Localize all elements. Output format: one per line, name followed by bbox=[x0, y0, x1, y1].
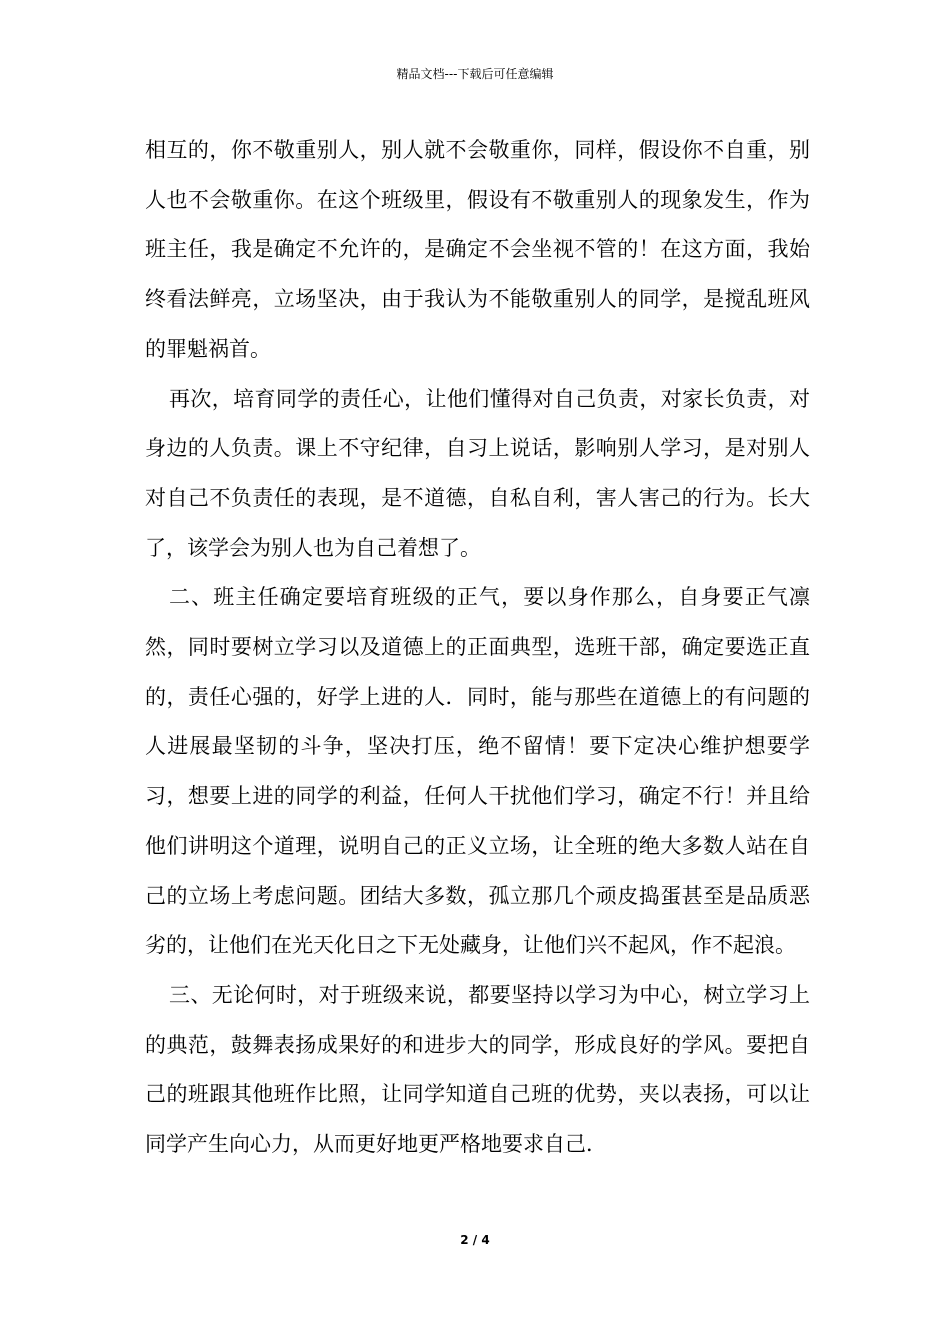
page-number: 2 / 4 bbox=[460, 1233, 490, 1247]
paragraph-4: 三、无论何时，对于班级来说，都要坚持以学习为中心，树立学习上的典范，鼓舞表扬成果好的和进步大的同学，形成良好的学风。要把自己的班跟其他班作比照，让同学知道自己班的优势，夹以表扬，可以让同学产生向心力，从而更好地更严格地要求自己． bbox=[145, 982, 810, 1157]
paragraph-2: 再次，培育同学的责任心，让他们懂得对自己负责，对家长负责，对身边的人负责。课上不守纪律，自习上说话，影响别人学习，是对别人对自己不负责任的表现，是不道德，自私自利，害人害己的行为。长大了，该学会为别人也为自己着想了。 bbox=[145, 386, 810, 560]
page-header: 精品文档---下载后可任意编辑 bbox=[396, 67, 554, 81]
paragraph-1: 相互的，你不敬重别人，别人就不会敬重你，同样，假设你不自重，别人也不会敬重你。在这个班级里，假设有不敬重别人的现象发生，作为班主任，我是确定不允许的，是确定不会坐视不管的！在这方面，我始终看法鲜亮，立场坚决，由于我认为不能敬重别人的同学，是搅乱班风的罪魁祸首。 bbox=[145, 138, 810, 361]
document-body bbox=[145, 126, 810, 1170]
paragraph-3: 二、班主任确定要培育班级的正气，要以身作那么，自身要正气凛然，同时要树立学习以及道德上的正面典型，选班干部，确定要选正直的，责任心强的，好学上进的人．同时，能与那些在道德上的有问题的人进展最坚韧的斗争，坚决打压，绝不留情！要下定决心维护想要学习，想要上进的同学的利益，任何人干扰他们学习，确定不行！并且给他们讲明这个道理，说明自己的正义立场，让全班的绝大多数人站在自己的立场上考虑问题。团结大多数，孤立那几个顽皮捣蛋甚至是品质恶劣的，让他们在光天化日之下无处藏身，让他们兴不起风，作不起浪。 bbox=[145, 585, 810, 958]
